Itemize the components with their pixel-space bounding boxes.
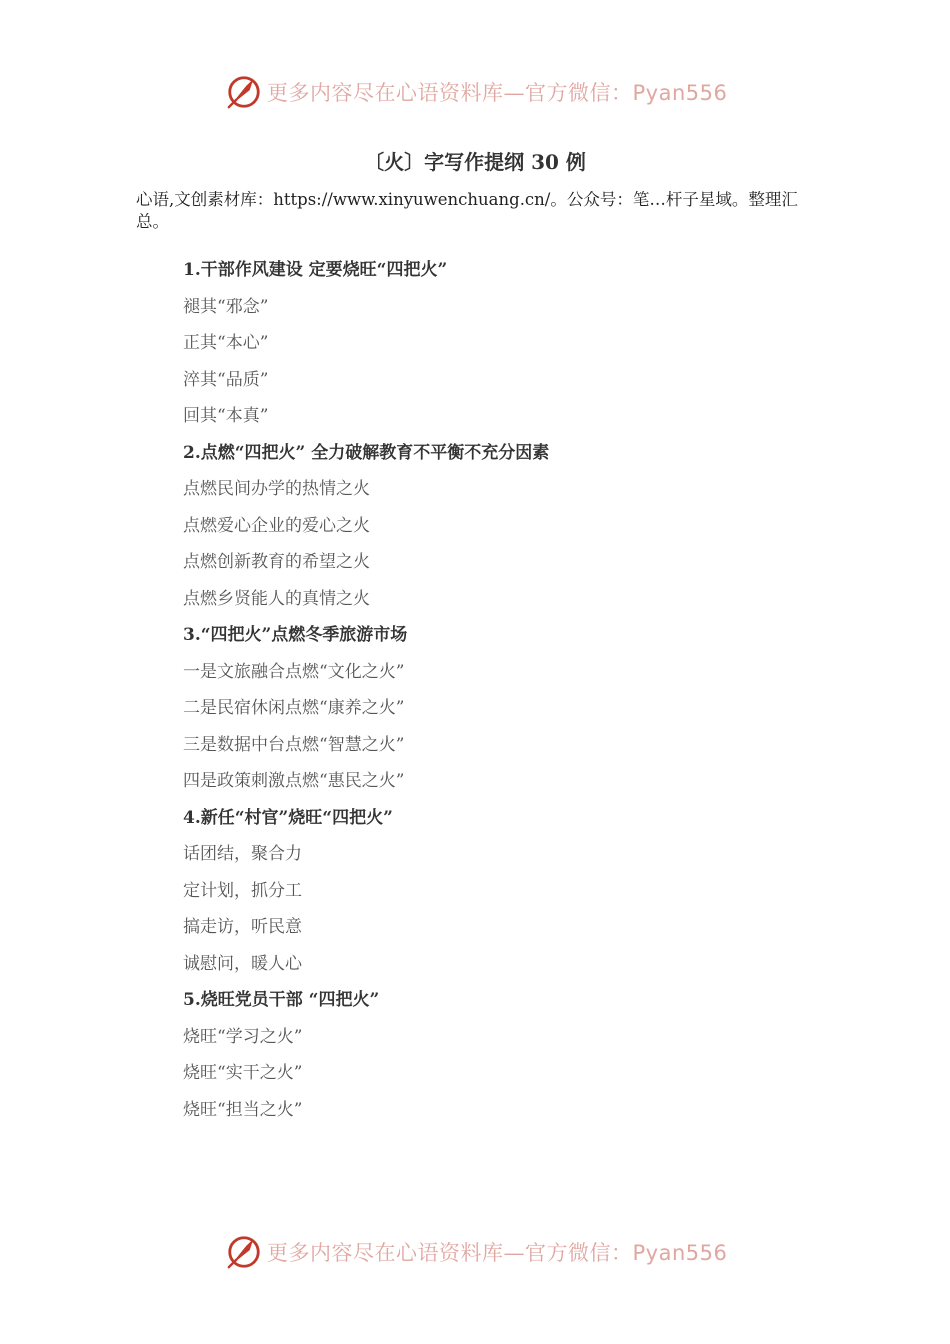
list-item: 诚慰问，暖人心 — [183, 953, 302, 974]
list-item: 话团结，聚合力 — [183, 844, 302, 864]
header-banner — [225, 72, 727, 112]
section-heading: 4.新任“村官”烧旺“四把火” — [183, 807, 393, 828]
section-heading: 2.点燃“四把火” 全力破解教育不平衡不充分因素 — [183, 442, 550, 463]
quill-logo-icon — [225, 1233, 263, 1271]
wechat-id: Pyan556 — [632, 81, 728, 105]
list-item: 点燃创新教育的希望之火 — [183, 552, 370, 572]
section-5 — [183, 988, 883, 1134]
list-item: 点燃爱心企业的爱心之火 — [183, 515, 370, 536]
list-item: 烧旺“实干之火” — [183, 1063, 303, 1083]
list-item: 二是民宿休闲点燃“康养之火” — [183, 698, 405, 718]
section-heading: 3.“四把火”点燃冬季旅游市场 — [183, 625, 408, 645]
list-item: 回其“本真” — [183, 406, 269, 426]
list-item: 一是文旅融合点燃“文化之火” — [183, 661, 405, 682]
quill-logo-icon — [225, 73, 263, 111]
banner-text: 更多内容尽在心语资料库—官方微信：Pyan556 — [267, 1241, 728, 1265]
banner-text: 更多内容尽在心语资料库—官方微信：Pyan556 — [267, 81, 728, 105]
list-item: 点燃民间办学的热情之火 — [183, 479, 370, 499]
list-item: 淬其“品质” — [183, 369, 269, 390]
document-title: 〔火〕字写作提纲 30 例 — [364, 150, 586, 174]
list-item: 褪其“邪念” — [183, 296, 269, 317]
section-heading: 1.干部作风建设 定要烧旺“四把火” — [183, 260, 448, 280]
list-item: 四是政策刺激点燃“惠民之火” — [183, 771, 405, 791]
section-heading: 5.烧旺党员干部 “四把火” — [183, 990, 380, 1010]
list-item: 烧旺“担当之火” — [183, 1099, 303, 1120]
intro-paragraph: 心语,文创素材库：https://www.xinyuwenchuang.cn/。公众号：笔…杆子星域。整理汇总。 — [136, 190, 798, 231]
section-4 — [183, 806, 883, 989]
list-item: 正其“本心” — [183, 333, 269, 353]
list-item: 搞走访，听民意 — [183, 917, 302, 937]
wechat-id: Pyan556 — [632, 1241, 728, 1265]
list-item: 三是数据中台点燃“智慧之火” — [183, 734, 405, 755]
list-item: 烧旺“学习之火” — [183, 1026, 303, 1047]
section-2 — [183, 441, 883, 624]
section-3 — [183, 623, 883, 806]
footer-banner — [225, 1232, 727, 1272]
section-1 — [183, 258, 883, 441]
list-item: 点燃乡贤能人的真情之火 — [183, 588, 370, 609]
outline — [183, 258, 883, 1134]
list-item: 定计划，抓分工 — [183, 880, 302, 901]
